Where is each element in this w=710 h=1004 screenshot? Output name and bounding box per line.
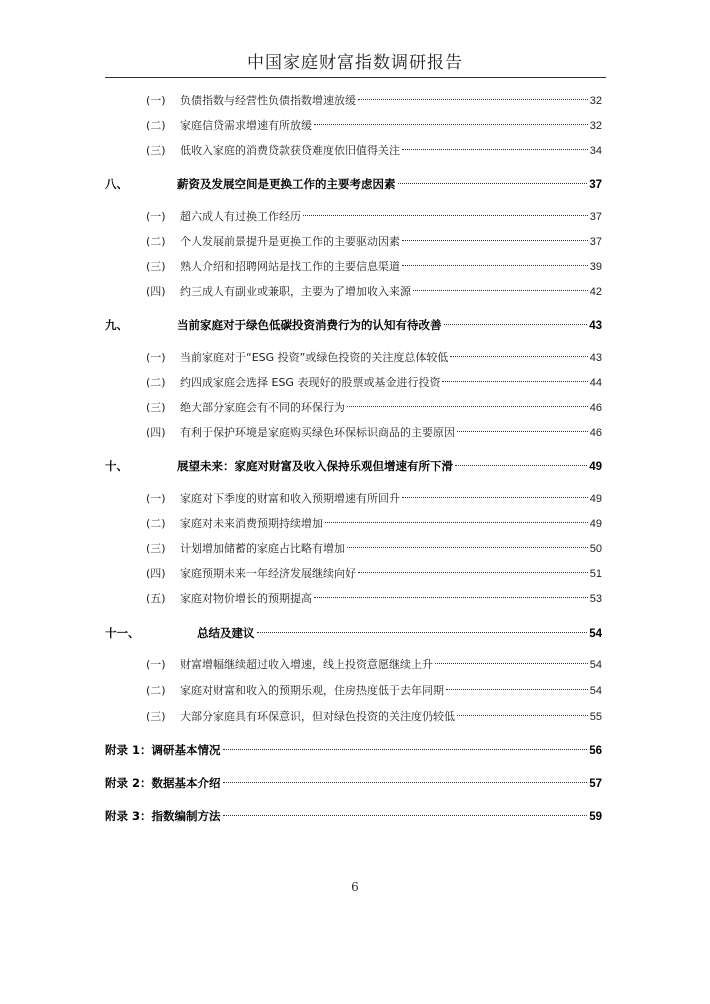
toc-entry-number: (一) [146,351,166,364]
toc-entry-page: 54 [589,685,602,697]
toc-entry-number: (五) [146,592,166,605]
dot-leader [442,381,587,382]
toc-entry-title: 家庭对下季度的财富和收入预期增速有所回升 [180,492,400,505]
dot-leader [413,290,588,291]
toc-entry-title: 绝大部分家庭会有不同的环保行为 [180,401,345,414]
toc-entry-number: (三) [146,542,166,555]
toc-entry[interactable] [146,682,602,700]
toc-entry-page: 51 [589,568,602,580]
toc-entry-page: 53 [589,593,602,605]
toc-chapter-entry[interactable] [105,624,602,642]
toc-entry-title: 有利于保护环境是家庭购买绿色环保标识商品的主要原因 [180,426,455,439]
toc-entry-page: 46 [589,427,602,439]
toc-entry-title: 家庭预期未来一年经济发展继续向好 [180,567,356,580]
toc-entry-page: 44 [589,377,602,389]
toc-entry-number: 十、 [105,459,128,473]
toc-entry-number: (一) [146,210,166,223]
toc-entry[interactable] [146,258,602,276]
toc-entry-number: (三) [146,401,166,414]
dot-leader [314,124,588,125]
toc-entry-title: 附录 3：指数编制方法 [105,809,221,823]
toc-entry-number: (一) [146,94,166,107]
toc-entry[interactable] [146,565,602,583]
toc-entry-page: 39 [589,261,602,273]
toc-entry-title: 当前家庭对于绿色低碳投资消费行为的认知有待改善 [177,318,442,332]
toc-entry-title: 熟人介绍和招聘网站是找工作的主要信息渠道 [180,260,400,273]
dot-leader [457,431,588,432]
toc-entry[interactable] [146,656,602,674]
toc-entry-title: 超六成人有过换工作经历 [180,210,301,223]
toc-entry-title: 当前家庭对于“ESG 投资”或绿色投资的关注度总体较低 [180,351,449,364]
toc-entry-title: 约四成家庭会选择 ESG 表现好的股票或基金进行投资 [180,376,441,389]
dot-leader [450,356,587,357]
toc-entry-title: 家庭对财富和收入的预期乐观，住房热度低于去年同期 [180,684,444,697]
toc-entry-number: (四) [146,426,166,439]
toc-entry-title: 约三成人有副业或兼职，主要为了增加收入来源 [180,285,411,298]
toc-entry-number: (二) [146,119,166,132]
page-header-title: 中国家庭财富指数调研报告 [247,53,463,73]
toc-entry-number: (三) [146,710,166,723]
toc-entry-number: (二) [146,684,166,697]
toc-entry-number: (四) [146,567,166,580]
toc-appendix-entry[interactable] [105,741,602,759]
toc-entry-number: (一) [146,492,166,505]
toc-entry[interactable] [146,590,602,608]
toc-entry-page: 37 [589,236,602,248]
page-number: 6 [351,880,359,894]
toc-entry-page: 49 [589,461,602,473]
toc-entry-title: 负债指数与经营性负债指数增速放缓 [180,94,356,107]
dot-leader [444,324,588,325]
toc-entry[interactable] [146,233,602,251]
toc-entry[interactable] [146,208,602,226]
toc-entry[interactable] [146,399,602,417]
toc-entry[interactable] [146,424,602,442]
toc-entry-number: (一) [146,658,166,671]
dot-leader [435,663,588,664]
dot-leader [402,149,588,150]
dot-leader [325,522,588,523]
toc-entry[interactable] [146,349,602,367]
dot-leader [455,465,587,466]
toc-entry-title: 薪资及发展空间是更换工作的主要考虑因素 [177,177,396,191]
toc-entry-title: 展望未来：家庭对财富及收入保持乐观但增速有所下滑 [177,459,453,473]
toc-entry-title: 家庭对物价增长的预期提高 [180,592,312,605]
toc-entry-page: 42 [589,286,602,298]
dot-leader [347,406,588,407]
toc-entry[interactable] [146,117,602,135]
toc-entry[interactable] [146,540,602,558]
dot-leader [457,715,588,716]
dot-leader [223,782,588,783]
dot-leader [398,183,588,184]
toc-entry-page: 57 [589,778,602,790]
toc-chapter-entry[interactable] [105,175,602,193]
dot-leader [303,215,588,216]
dot-leader [446,689,588,690]
toc-entry-page: 37 [589,211,602,223]
toc-entry-number: (四) [146,285,166,298]
toc-entry-number: (二) [146,235,166,248]
toc-entry-title: 计划增加储蓄的家庭占比略有增加 [180,542,345,555]
toc-entry[interactable] [146,92,602,110]
toc-entry-number: 十一、 [105,626,140,640]
toc-entry-title: 总结及建议 [197,626,255,640]
toc-entry[interactable] [146,708,602,726]
dot-leader [402,497,588,498]
toc-entry-page: 43 [589,352,602,364]
toc-entry[interactable] [146,142,602,160]
toc-entry-page: 43 [589,320,602,332]
toc-entry-page: 50 [589,543,602,555]
dot-leader [223,749,588,750]
toc-appendix-entry[interactable] [105,774,602,792]
toc-entry[interactable] [146,490,602,508]
toc-entry-page: 32 [589,120,602,132]
dot-leader [314,597,588,598]
toc-entry-number: 九、 [105,318,128,332]
toc-entry-number: (三) [146,144,166,157]
dot-leader [402,265,588,266]
toc-entry-title: 财富增幅继续超过收入增速，线上投资意愿继续上升 [180,658,433,671]
toc-entry[interactable] [146,374,602,392]
dot-leader [223,815,588,816]
toc-entry-page: 49 [589,518,602,530]
dot-leader [358,572,588,573]
toc-entry-page: 54 [589,628,602,640]
toc-entry-title: 附录 2：数据基本介绍 [105,776,221,790]
toc-entry[interactable] [146,283,602,301]
toc-entry-page: 37 [589,179,602,191]
toc-appendix-entry[interactable] [105,807,602,825]
dot-leader [402,240,588,241]
toc-chapter-entry[interactable] [105,457,602,475]
toc-entry-page: 56 [589,745,602,757]
toc-entry-title: 附录 1：调研基本情况 [105,743,221,757]
toc-entry-page: 54 [589,659,602,671]
toc-entry-page: 59 [589,811,602,823]
toc-entry-page: 46 [589,402,602,414]
toc-entry-title: 个人发展前景提升是更换工作的主要驱动因素 [180,235,400,248]
toc-entry-number: (二) [146,517,166,530]
toc-entry-page: 32 [589,95,602,107]
toc-entry-page: 34 [589,145,602,157]
toc-entry-title: 家庭信贷需求增速有所放缓 [180,119,312,132]
toc-entry-number: (三) [146,260,166,273]
toc-entry-number: 八、 [105,177,128,191]
toc-entry[interactable] [146,515,602,533]
dot-leader [358,99,588,100]
toc-entry-title: 大部分家庭具有环保意识，但对绿色投资的关注度仍较低 [180,710,455,723]
toc-entry-page: 49 [589,493,602,505]
toc-entry-title: 低收入家庭的消费贷款获贷难度依旧值得关注 [180,144,400,157]
dot-leader [347,547,588,548]
toc-chapter-entry[interactable] [105,316,602,334]
toc-entry-page: 55 [589,711,602,723]
toc-entry-title: 家庭对未来消费预期持续增加 [180,517,323,530]
toc-entry-number: (二) [146,376,166,389]
dot-leader [257,632,588,633]
